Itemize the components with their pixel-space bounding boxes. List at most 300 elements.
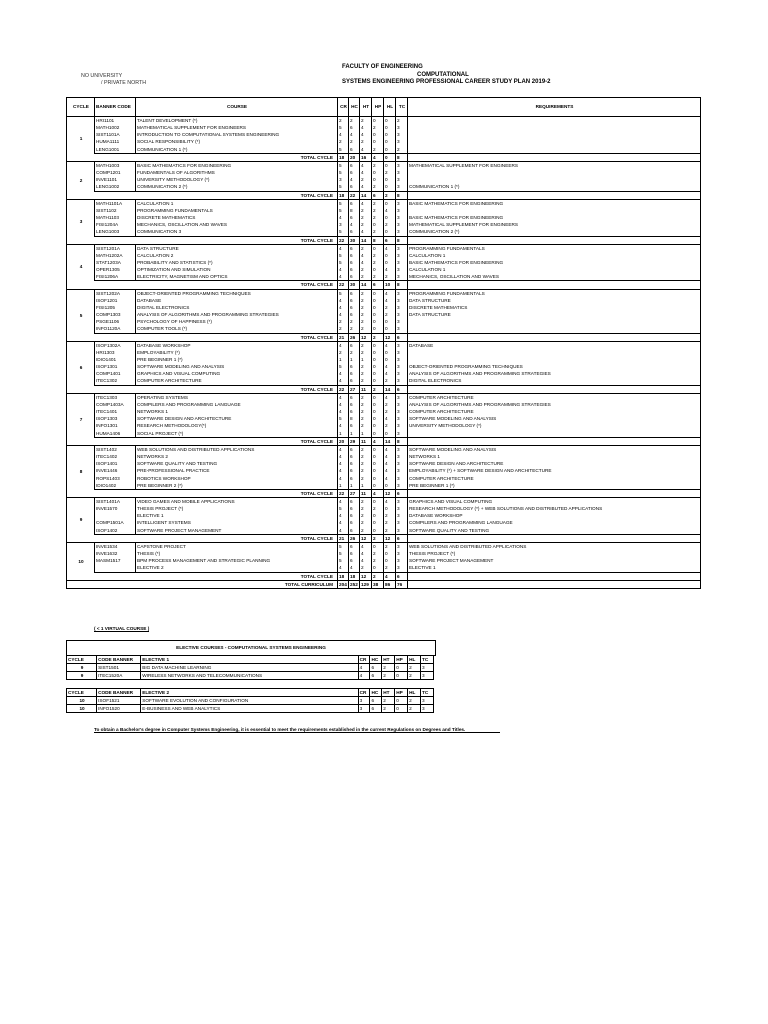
course-row	[67, 183, 701, 191]
course-row	[67, 542, 701, 550]
course-tc: 3	[396, 259, 408, 266]
course-row	[67, 557, 701, 564]
course-name: COMMUNICATION 1 (*)	[136, 146, 338, 154]
course-name: INTRODUCTION TO COMPUTATIONAL SYSTEMS ENGINEERING	[136, 131, 338, 138]
course-cr: 4	[338, 273, 349, 281]
course-hp: 0	[372, 297, 384, 304]
course-name: PSYCHOLOGY OF HAPPINESS (*)	[136, 318, 338, 325]
total-tc: 6	[396, 385, 408, 393]
course-code: ITEC1401	[95, 408, 136, 415]
course-cr: 5	[338, 550, 349, 557]
course-hp: 0	[372, 363, 384, 370]
course-hp: 0	[372, 482, 384, 490]
course-hc: 6	[349, 169, 360, 176]
course-cr: 5	[338, 289, 349, 297]
course-hl: 0	[384, 199, 396, 207]
course-hc: 6	[349, 393, 360, 401]
course-row	[67, 445, 701, 453]
course-name: SOFTWARE QUALITY AND TESTING	[136, 460, 338, 467]
course-hc: 6	[349, 214, 360, 221]
course-requirement: UNIVERSITY METHODOLOGY (*)	[408, 422, 701, 429]
course-requirement: BASIC MATHEMATICS FOR ENGINEERING	[408, 214, 701, 221]
course-hc: 6	[349, 183, 360, 191]
elective-head-1: CODE BANNER	[97, 689, 141, 697]
course-name: DATABASE WORKSHOP	[136, 341, 338, 349]
course-hp: 2	[372, 207, 384, 214]
elective-cell: 3	[421, 697, 434, 705]
col-cr: CR	[338, 98, 349, 117]
elective-cell: WIRELESS NETWORKS AND TELECOMMUNICATIONS	[141, 672, 358, 680]
course-tc: 3	[396, 169, 408, 176]
course-cr: 4	[338, 408, 349, 415]
course-hp: 0	[372, 311, 384, 318]
course-ht: 2	[360, 273, 372, 281]
course-ht: 2	[360, 325, 372, 333]
course-name: COMPILERS AND PROGRAMMING LANGUAGE	[136, 401, 338, 408]
course-requirement: DATABASE WORKSHOP	[408, 512, 701, 519]
course-hl: 0	[384, 117, 396, 125]
total-tc: 8	[396, 191, 408, 199]
course-row	[67, 363, 701, 370]
elective-cell: 2	[408, 697, 421, 705]
course-hp: 0	[372, 244, 384, 252]
university-name	[81, 73, 146, 86]
course-requirement	[408, 169, 701, 176]
course-row	[67, 467, 701, 474]
elective-head-3: CR	[358, 689, 370, 697]
course-ht: 4	[360, 169, 372, 176]
course-row	[67, 519, 701, 526]
course-requirement: PRE BEGINNER 1 (*)	[408, 482, 701, 490]
course-hl: 0	[384, 349, 396, 356]
course-tc: 3	[396, 131, 408, 138]
course-row	[67, 289, 701, 297]
course-hc: 6	[349, 259, 360, 266]
course-hl: 4	[384, 341, 396, 349]
course-requirement: COMMUNICATION 1 (*)	[408, 183, 701, 191]
course-requirement: ANALYSIS OF ALGORITHMS AND PROGRAMMING STRATEGIES	[408, 401, 701, 408]
course-name: ROBOTICS WORKSHOP	[136, 475, 338, 482]
course-hc: 6	[349, 460, 360, 467]
course-name: SOFTWARE DESIGN AND ARCHITECTURE	[136, 415, 338, 422]
total-hc: 22	[349, 191, 360, 199]
total-requirement-empty	[408, 191, 701, 199]
course-cr: 4	[338, 401, 349, 408]
total-cycle-row	[67, 489, 701, 497]
course-requirement: COMPILERS AND PROGRAMMING LANGUAGE	[408, 519, 701, 526]
course-code: HUMA1406	[95, 430, 136, 438]
elective-cell: 6	[370, 705, 382, 713]
course-hc: 6	[349, 363, 360, 370]
elective-cell: BIG DATA MACHINE LEARNING	[141, 664, 358, 672]
elective-header-row	[67, 656, 434, 664]
course-hl: 0	[384, 124, 396, 131]
total-ht: 14	[360, 281, 372, 289]
total-cycle-label: TOTAL CYCLE	[136, 489, 338, 497]
course-tc: 3	[396, 289, 408, 297]
course-name: WEB SOLUTIONS AND DISTRIBUTED APPLICATIONS	[136, 445, 338, 453]
course-requirement: PROGRAMMING FUNDAMENTALS	[408, 244, 701, 252]
elective-title: ELECTIVE COURSES - COMPUTATIONAL SYSTEMS ENGINEERING	[66, 640, 436, 656]
elective-2-body	[67, 689, 434, 713]
course-hc: 6	[349, 505, 360, 512]
total-cr: 22	[338, 281, 349, 289]
course-hp: 0	[372, 401, 384, 408]
course-hp: 0	[372, 467, 384, 474]
course-hp: 2	[372, 228, 384, 236]
course-hp: 2	[372, 252, 384, 259]
total-tc: 6	[396, 489, 408, 497]
course-hl: 0	[384, 318, 396, 325]
course-row	[67, 475, 701, 482]
course-name: CALCULATION 2	[136, 252, 338, 259]
course-hl: 4	[384, 289, 396, 297]
course-hp: 2	[372, 214, 384, 221]
course-cr: 5	[338, 505, 349, 512]
course-row	[67, 460, 701, 467]
course-hp: 2	[372, 124, 384, 131]
elective-cell: INFO1520	[97, 705, 141, 713]
course-tc: 3	[396, 519, 408, 526]
course-code: MATH1101A	[95, 199, 136, 207]
course-ht: 2	[360, 311, 372, 318]
elective-head-2: ELECTIVE 2	[141, 689, 358, 697]
course-hc: 6	[349, 311, 360, 318]
total-ht: 16	[360, 153, 372, 161]
course-hl: 4	[384, 266, 396, 273]
course-hl: 2	[384, 311, 396, 318]
course-tc: 3	[396, 318, 408, 325]
course-hc: 6	[349, 550, 360, 557]
course-name: GRAPHICS AND VISUAL COMPUTING	[136, 370, 338, 377]
course-hp: 0	[372, 356, 384, 363]
course-code: ISOF1301	[95, 363, 136, 370]
course-name: MECHANICS, OSCILLATION AND WAVES	[136, 221, 338, 228]
course-row	[67, 207, 701, 214]
course-tc: 3	[396, 311, 408, 318]
course-row	[67, 259, 701, 266]
col-tc: TC	[396, 98, 408, 117]
total-ht: 12	[360, 572, 372, 580]
course-code: MATH1003	[95, 161, 136, 169]
course-hl: 0	[384, 356, 396, 363]
course-hc: 2	[349, 138, 360, 145]
course-hp: 0	[372, 289, 384, 297]
elective-cell: 2	[382, 697, 395, 705]
cycle-number: 4	[67, 244, 95, 289]
elective-head-5: HT	[382, 656, 395, 664]
course-hl: 0	[384, 161, 396, 169]
total-ht: 11	[360, 385, 372, 393]
course-row	[67, 370, 701, 377]
elective-cell: 9	[67, 672, 97, 680]
elective-head-6: HP	[395, 689, 408, 697]
course-hp: 0	[372, 176, 384, 183]
course-hc: 6	[349, 475, 360, 482]
course-cr: 4	[338, 393, 349, 401]
col-hc: HC	[349, 98, 360, 117]
course-cr: 5	[338, 259, 349, 266]
course-requirement: SOFTWARE DESIGN AND ARCHITECTURE	[408, 460, 701, 467]
course-hp: 0	[372, 542, 384, 550]
elective-cell: ITEC1520A	[97, 672, 141, 680]
course-ht: 2	[360, 460, 372, 467]
course-row	[67, 341, 701, 349]
elective-cell: 3	[421, 672, 434, 680]
course-requirement: DATABASE	[408, 341, 701, 349]
course-hp: 0	[372, 422, 384, 429]
course-name: ELECTIVE 2	[136, 564, 338, 572]
total-hc: 30	[349, 281, 360, 289]
university-line-2: / PRIVATE NORTH	[101, 79, 147, 86]
elective-head-0: CYCLE	[67, 689, 97, 697]
elective-cell: 0	[395, 697, 408, 705]
course-code: ITEC1402	[95, 453, 136, 460]
course-hc: 6	[349, 252, 360, 259]
course-requirement: GRAPHICS AND VISUAL COMPUTING	[408, 497, 701, 505]
course-hp: 0	[372, 564, 384, 572]
elective-cell: 3	[421, 705, 434, 713]
course-row	[67, 430, 701, 438]
course-ht: 4	[360, 131, 372, 138]
virtual-course-note	[94, 626, 149, 631]
total-cr: 18	[338, 191, 349, 199]
course-cr: 5	[338, 183, 349, 191]
total-spacer	[95, 489, 136, 497]
total-cycle-label: TOTAL CYCLE	[136, 385, 338, 393]
course-cr: 3	[338, 221, 349, 228]
course-hp: 0	[372, 497, 384, 505]
elective-head-2: ELECTIVE 1	[141, 656, 358, 664]
course-cr: 5	[338, 363, 349, 370]
course-cr: 1	[338, 356, 349, 363]
total-cr: 22	[338, 236, 349, 244]
university-line-1: NO UNIVERSITY	[81, 73, 123, 79]
total-hl: 2	[384, 191, 396, 199]
elective-cell: 10	[67, 697, 97, 705]
total-cr: 18	[338, 153, 349, 161]
course-hl: 2	[384, 221, 396, 228]
course-name: BPM PROCESS MANAGEMENT AND STRATEGIC PLANNING	[136, 557, 338, 564]
course-ht: 2	[360, 363, 372, 370]
total-spacer	[95, 236, 136, 244]
cycle-number: 9	[67, 497, 95, 542]
course-hc: 6	[349, 273, 360, 281]
course-code: COMP1303	[95, 311, 136, 318]
course-code: COMP1401	[95, 370, 136, 377]
course-hc: 6	[349, 408, 360, 415]
course-requirement: COMMUNICATION 2 (*)	[408, 228, 701, 236]
course-row	[67, 497, 701, 505]
course-requirement: THESIS PROJECT (*)	[408, 550, 701, 557]
course-hc: 6	[349, 297, 360, 304]
course-cr: 4	[338, 467, 349, 474]
course-hl: 0	[384, 176, 396, 183]
course-row	[67, 415, 701, 422]
col-cycle: CYCLE	[67, 98, 95, 117]
course-ht: 4	[360, 557, 372, 564]
course-code: FISI1205	[95, 304, 136, 311]
total-hp: 2	[372, 385, 384, 393]
course-hc: 6	[349, 289, 360, 297]
course-cr: 3	[338, 176, 349, 183]
course-tc: 3	[396, 445, 408, 453]
course-hl: 0	[384, 505, 396, 512]
course-cr: 4	[338, 445, 349, 453]
course-ht: 4	[360, 259, 372, 266]
course-requirement	[408, 325, 701, 333]
course-hp: 2	[372, 259, 384, 266]
course-code: MATH1202A	[95, 252, 136, 259]
course-ht: 2	[360, 497, 372, 505]
elective-cell: ISOF1521	[97, 697, 141, 705]
course-code: ISOF1303	[95, 415, 136, 422]
total-hl: 6	[384, 236, 396, 244]
course-hl: 2	[384, 304, 396, 311]
course-requirement: DATA STRUCTURE	[408, 297, 701, 304]
course-hc: 4	[349, 564, 360, 572]
course-ht: 4	[360, 542, 372, 550]
course-tc: 3	[396, 430, 408, 438]
course-name: SOCIAL PROJECT (*)	[136, 430, 338, 438]
total-requirement-empty	[408, 281, 701, 289]
course-requirement	[408, 138, 701, 145]
col-course: COURSE	[136, 98, 338, 117]
course-code: INFO1120A	[95, 325, 136, 333]
course-hc: 6	[349, 199, 360, 207]
course-hl: 4	[384, 475, 396, 482]
course-requirement: DISCRETE MATHEMATICS	[408, 304, 701, 311]
course-hp: 0	[372, 393, 384, 401]
total-ht: 12	[360, 534, 372, 542]
course-name: CAPSTONE PROJECT	[136, 542, 338, 550]
course-hp: 0	[372, 325, 384, 333]
course-tc: 3	[396, 393, 408, 401]
course-requirement	[408, 349, 701, 356]
course-requirement: EMPLOYABILITY (*) + SOFTWARE DESIGN AND ARCHITECTURE	[408, 467, 701, 474]
col-hp: HP	[372, 98, 384, 117]
course-hc: 6	[349, 497, 360, 505]
col-banner-code: BANNER CODE	[95, 98, 136, 117]
elective-head-8: TC	[421, 689, 434, 697]
course-ht: 2	[360, 453, 372, 460]
course-name: DATA STRUCTURE	[136, 244, 338, 252]
total-hp: 6	[372, 281, 384, 289]
course-tc: 3	[396, 467, 408, 474]
course-hl: 2	[384, 564, 396, 572]
course-cr: 5	[338, 169, 349, 176]
course-hp: 0	[372, 169, 384, 176]
course-requirement: COMPUTER ARCHITECTURE	[408, 475, 701, 482]
course-row	[67, 214, 701, 221]
course-tc: 3	[396, 266, 408, 273]
course-hc: 6	[349, 512, 360, 519]
course-row	[67, 356, 701, 363]
course-row	[67, 527, 701, 535]
course-requirement: COMPUTER ARCHITECTURE	[408, 408, 701, 415]
cycle-number: 1	[67, 117, 95, 162]
total-cr: 21	[338, 534, 349, 542]
course-hc: 2	[349, 117, 360, 125]
course-row	[67, 221, 701, 228]
course-code	[95, 564, 136, 572]
course-cr: 2	[338, 138, 349, 145]
course-ht: 2	[360, 422, 372, 429]
course-code: MATH1103	[95, 214, 136, 221]
course-ht: 2	[360, 370, 372, 377]
course-cr: 4	[338, 460, 349, 467]
course-cr: 4	[338, 497, 349, 505]
elective-cell: SIST1501	[97, 664, 141, 672]
course-hp: 0	[372, 370, 384, 377]
course-requirement: SOFTWARE QUALITY AND TESTING	[408, 527, 701, 535]
course-row	[67, 453, 701, 460]
course-hl: 0	[384, 138, 396, 145]
elective-cell: 2	[408, 705, 421, 713]
elective-cell: 9	[67, 664, 97, 672]
course-tc: 3	[396, 228, 408, 236]
elective-1-table	[66, 655, 434, 680]
total-requirement-empty	[408, 385, 701, 393]
course-cr: 4	[338, 475, 349, 482]
course-ht: 2	[360, 445, 372, 453]
course-code: ISOF1302A	[95, 341, 136, 349]
course-ht: 4	[360, 161, 372, 169]
total-hc: 29	[349, 437, 360, 445]
course-cr: 2	[338, 117, 349, 125]
course-hl: 0	[384, 550, 396, 557]
course-hp: 0	[372, 430, 384, 438]
course-code: MASM1517	[95, 557, 136, 564]
course-hp: 2	[372, 550, 384, 557]
course-hc: 6	[349, 557, 360, 564]
course-cr: 5	[338, 542, 349, 550]
elective-cell: 2	[408, 672, 421, 680]
course-hc: 6	[349, 228, 360, 236]
course-requirement	[408, 430, 701, 438]
course-ht: 2	[360, 297, 372, 304]
col-requirements: REQUIREMENTS	[408, 98, 701, 117]
total-spacer	[95, 191, 136, 199]
department-title: COMPUTATIONAL	[417, 72, 469, 78]
course-requirement	[408, 146, 701, 154]
course-requirement: BASIC MATHEMATICS FOR ENGINEERING	[408, 199, 701, 207]
course-requirement: ELECTIVE 1	[408, 564, 701, 572]
course-ht: 2	[360, 138, 372, 145]
course-hl: 0	[384, 325, 396, 333]
elective-head-5: HT	[382, 689, 395, 697]
total-tc: 6	[396, 534, 408, 542]
course-tc: 3	[396, 460, 408, 467]
course-code: FISI1204A	[95, 221, 136, 228]
course-name: NETWORKS 2	[136, 453, 338, 460]
course-row	[67, 408, 701, 415]
total-requirement-empty	[408, 534, 701, 542]
course-cr: 5	[338, 228, 349, 236]
total-cycle-row	[67, 534, 701, 542]
course-tc: 3	[396, 176, 408, 183]
curriculum-hl: 86	[384, 580, 396, 588]
course-requirement: DIGITAL ELECTRONICS	[408, 377, 701, 385]
course-ht: 1	[360, 356, 372, 363]
course-cr: 2	[338, 349, 349, 356]
course-hc: 2	[349, 325, 360, 333]
course-ht: 4	[360, 199, 372, 207]
course-hp: 0	[372, 460, 384, 467]
course-row	[67, 564, 701, 572]
course-ht: 4	[360, 228, 372, 236]
course-requirement: NETWORKS 1	[408, 453, 701, 460]
